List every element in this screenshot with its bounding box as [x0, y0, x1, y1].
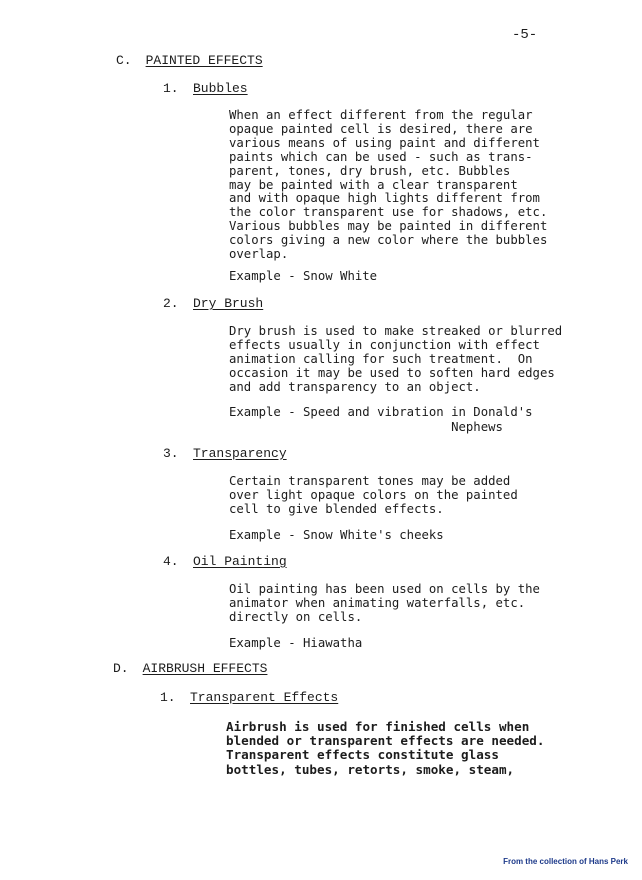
example-bubbles: Example - Snow White: [229, 269, 378, 283]
section-title: AIRBRUSH EFFECTS: [142, 661, 268, 676]
section-title: PAINTED EFFECTS: [145, 53, 263, 68]
item-number: 4.: [163, 554, 179, 569]
page-number: -5-: [512, 27, 538, 43]
item-title: Transparent Effects: [190, 690, 339, 705]
section-letter: D.: [113, 661, 129, 676]
item-title: Transparency: [193, 446, 287, 461]
item-heading-bubbles: [163, 81, 248, 96]
item-heading-oil-painting: [163, 554, 287, 569]
paragraph-dry-brush: Dry brush is used to make streaked or blurred effects usually in conjunction with effect animation calling for such treatment. On occasion it may be used to soften hard edges and add transparency to an object.: [229, 324, 563, 394]
example-transparency: Example - Snow White's cheeks: [229, 528, 444, 542]
item-heading-transparent-effects: [160, 690, 338, 705]
item-heading-dry-brush: [163, 296, 263, 311]
item-number: 1.: [163, 81, 179, 96]
example-oil-painting: Example - Hiawatha: [229, 636, 363, 650]
section-letter: C.: [116, 53, 132, 68]
item-title: Dry Brush: [193, 296, 264, 311]
item-heading-transparency: [163, 446, 287, 461]
section-heading-d: [113, 661, 267, 676]
paragraph-bubbles: When an effect different from the regular opaque painted cell is desired, there are various means of using paint and different paints which can be used - such as trans- parent, tones, dry brush, etc. Bubbles may be painted with a clear transparent and with opaque high lights different from the color transparent use for shadows, etc. Various bubbles may be painted in different colors giving a new color where the bubbles overlap.: [229, 108, 548, 262]
collection-credit: From the collection of Hans Perk: [503, 857, 628, 866]
section-heading-c: [116, 53, 263, 68]
item-title: Bubbles: [193, 81, 248, 96]
paragraph-transparent-effects: Airbrush is used for finished cells when blended or transparent effects are needed. Transparent effects constitute glass bottles, tubes, retorts, smoke, steam,: [226, 719, 545, 777]
item-number: 3.: [163, 446, 179, 461]
example-dry-brush: Example - Speed and vibration in Donald's Nephews: [229, 405, 533, 434]
paragraph-transparency: Certain transparent tones may be added over light opaque colors on the painted cell to give blended effects.: [229, 474, 518, 516]
item-title: Oil Painting: [193, 554, 287, 569]
item-number: 2.: [163, 296, 179, 311]
item-number: 1.: [160, 690, 176, 705]
paragraph-oil-painting: Oil painting has been used on cells by the animator when animating waterfalls, etc. directly on cells.: [229, 582, 540, 624]
